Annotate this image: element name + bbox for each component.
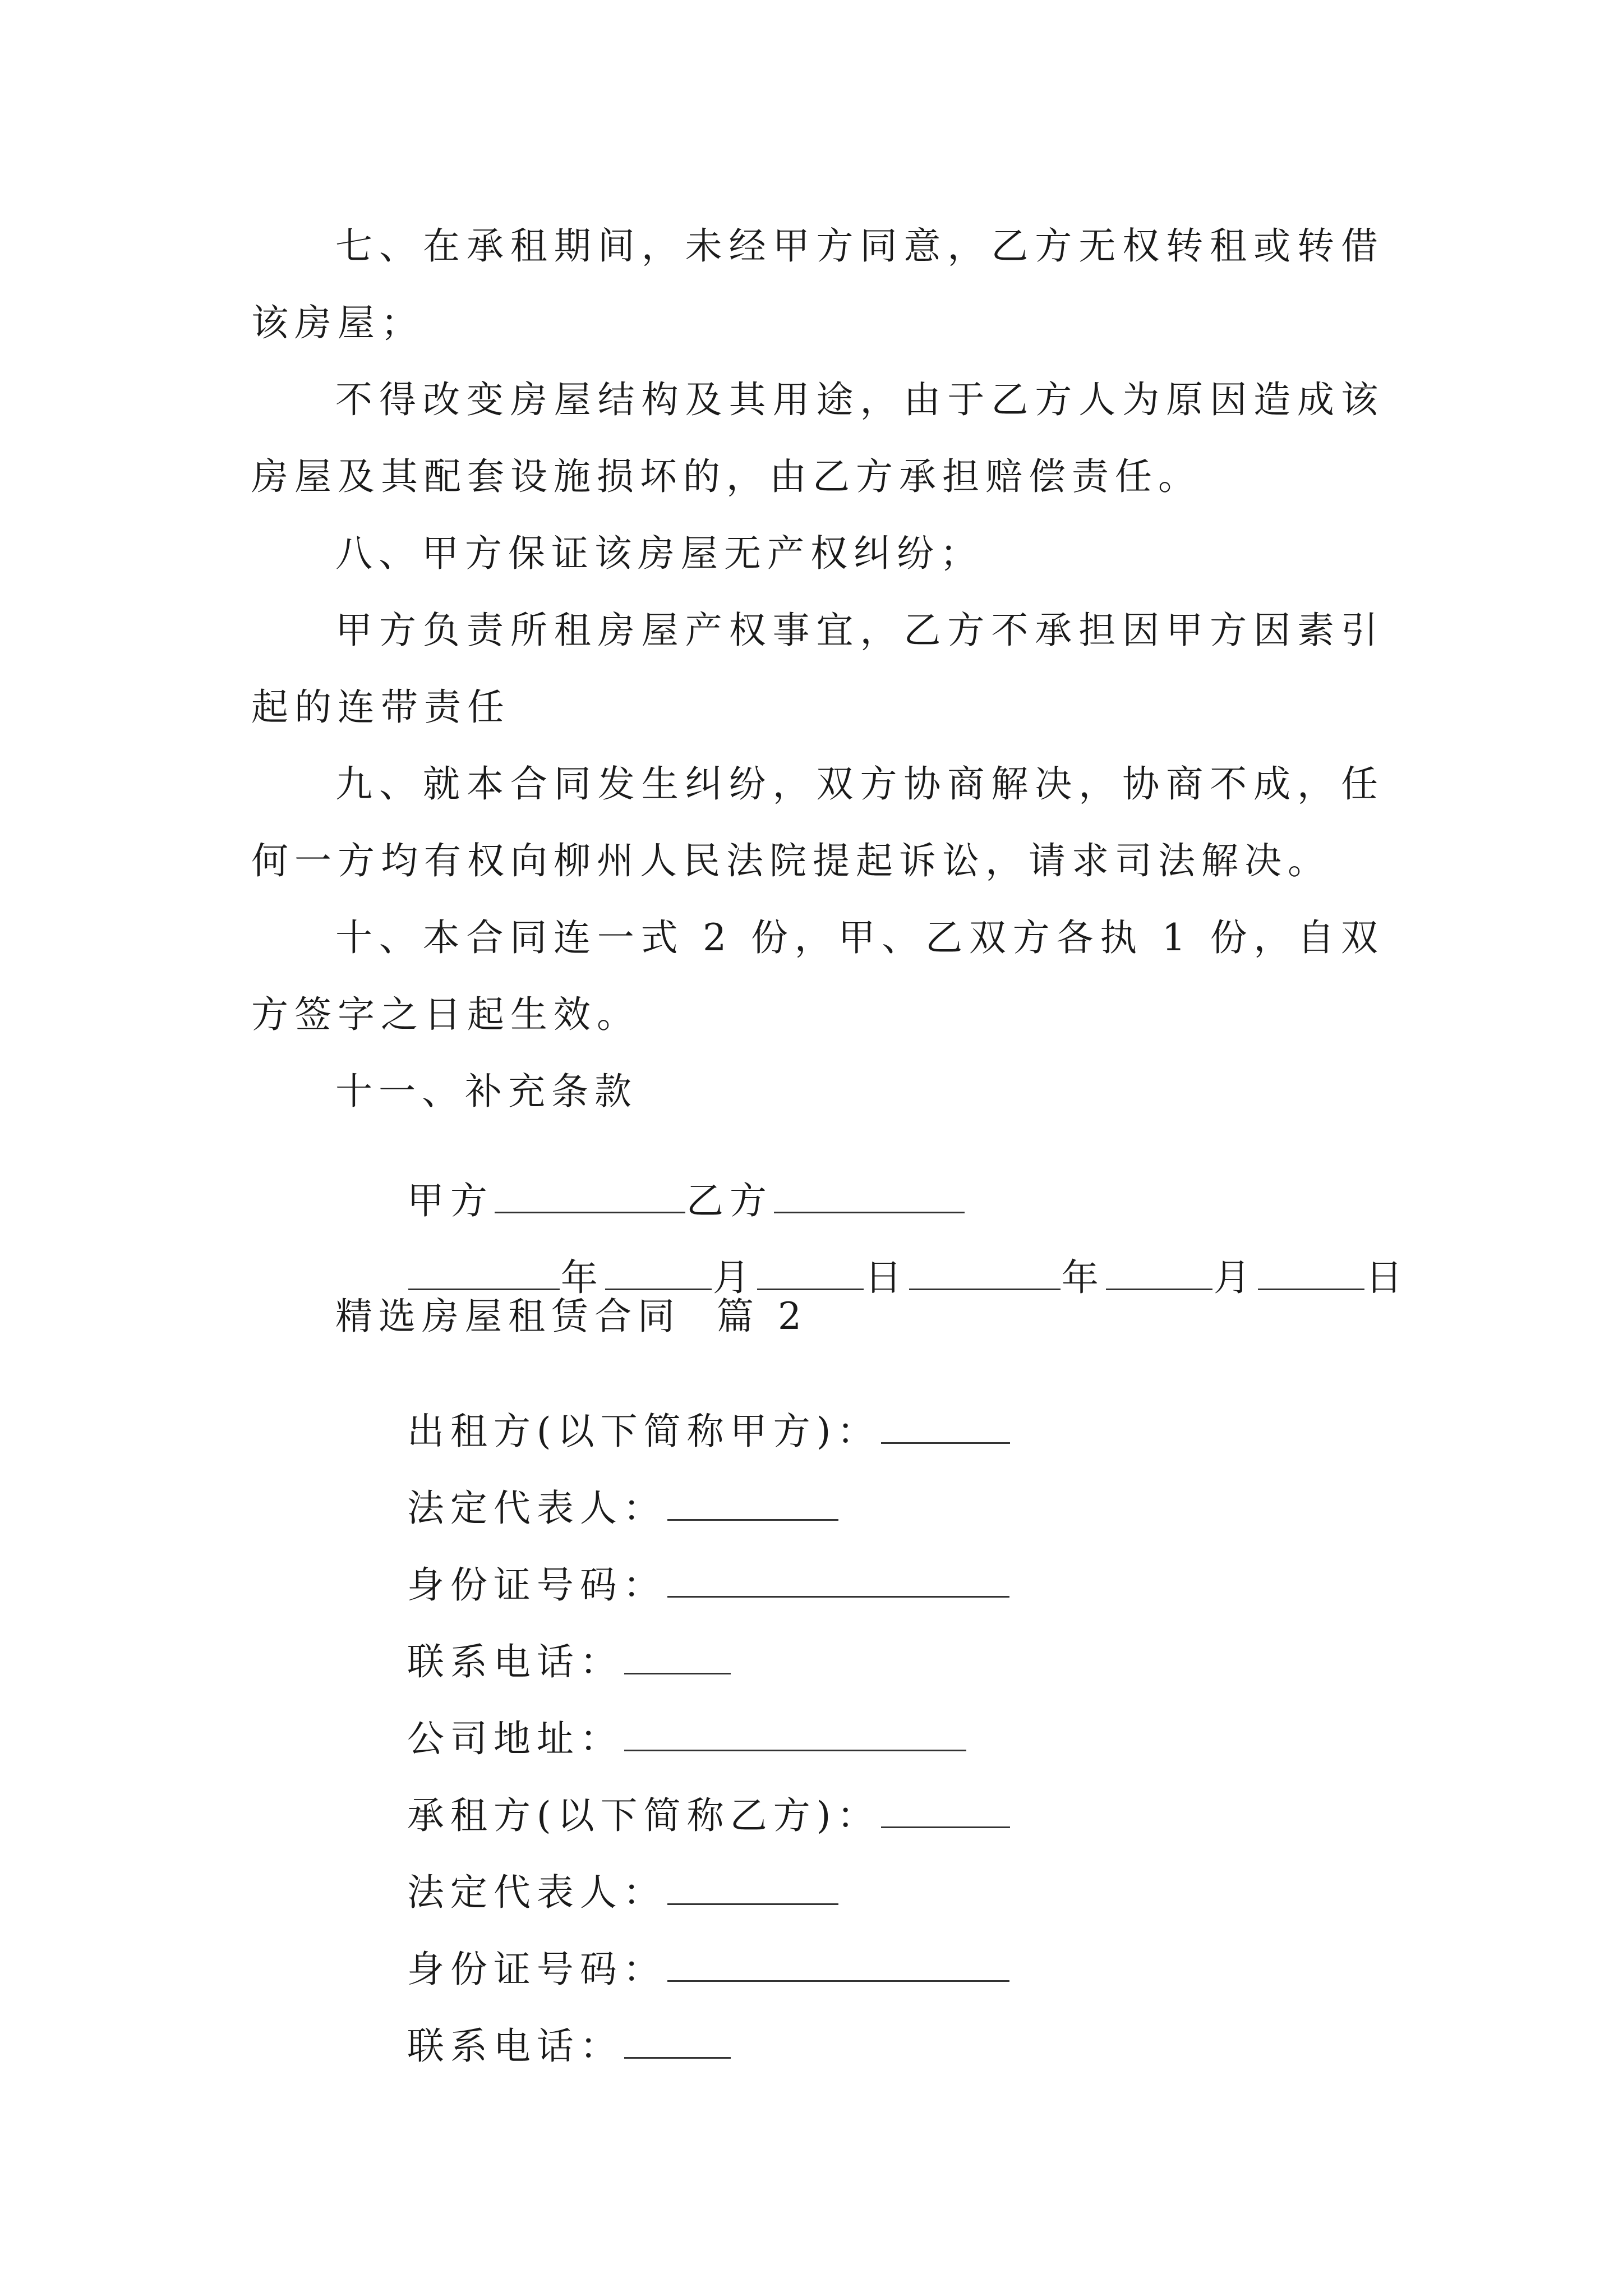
lessee-label: 承租方(以下简称乙方)： bbox=[407, 1794, 880, 1837]
party-a-label: 甲方 bbox=[407, 1179, 494, 1222]
lessee-blank bbox=[881, 1796, 1010, 1828]
section-2-title: 精选房屋租赁合同 篇 2 bbox=[335, 1295, 808, 1338]
lessor-blank bbox=[881, 1412, 1010, 1444]
clause-10: 十、本合同连一式 2 份，甲、乙双方各执 1 份，自双方签字之日起生效。 bbox=[251, 916, 1384, 1036]
clause-11: 十一、补充条款 bbox=[335, 1070, 638, 1113]
month-b-blank bbox=[1106, 1258, 1212, 1290]
lessee-rep-blank bbox=[667, 1873, 838, 1905]
lessee-id-blank bbox=[667, 1950, 1009, 1982]
day-b-label: 日 bbox=[1365, 1256, 1409, 1299]
day-a-blank bbox=[757, 1258, 864, 1290]
lessee-id-label: 身份证号码： bbox=[407, 1948, 666, 1991]
lessor-id-label: 身份证号码： bbox=[407, 1563, 666, 1607]
year-b-label: 年 bbox=[1061, 1256, 1105, 1299]
lessor-label: 出租方(以下简称甲方)： bbox=[407, 1410, 880, 1453]
day-a-label: 日 bbox=[864, 1256, 908, 1299]
clause-8: 八、甲方保证该房屋无产权纠纷； bbox=[335, 532, 983, 575]
party-b-blank bbox=[774, 1181, 965, 1213]
year-b-blank bbox=[909, 1258, 1061, 1290]
lessor-phone-label: 联系电话： bbox=[407, 1640, 623, 1683]
lessee-rep-label: 法定代表人： bbox=[407, 1871, 666, 1914]
clause-7-continued: 不得改变房屋结构及其用途，由于乙方人为原因造成该房屋及其配套设施损坏的，由乙方承担赔偿责任。 bbox=[251, 378, 1384, 498]
lessee-phone-row bbox=[335, 1990, 732, 2102]
month-b-label: 月 bbox=[1213, 1256, 1257, 1299]
lessee-phone-label: 联系电话： bbox=[407, 2024, 623, 2068]
lessee-phone-blank bbox=[624, 2027, 731, 2059]
year-a-label: 年 bbox=[560, 1256, 604, 1299]
month-a-blank bbox=[605, 1258, 712, 1290]
clause-8-continued: 甲方负责所租房屋产权事宜，乙方不承担因甲方因素引起的连带责任 bbox=[251, 609, 1384, 729]
lessor-address-blank bbox=[624, 1719, 966, 1751]
party-a-blank bbox=[495, 1181, 685, 1213]
day-b-blank bbox=[1258, 1258, 1364, 1290]
lessor-rep-blank bbox=[667, 1489, 838, 1521]
lessor-rep-label: 法定代表人： bbox=[407, 1487, 666, 1530]
lessor-address-label: 公司地址： bbox=[407, 1717, 623, 1760]
lessor-phone-blank bbox=[624, 1642, 731, 1674]
year-a-blank bbox=[408, 1258, 560, 1290]
clause-7: 七、在承租期间，未经甲方同意，乙方无权转租或转借该房屋； bbox=[251, 224, 1384, 344]
lessor-id-blank bbox=[667, 1566, 1009, 1598]
clause-9: 九、就本合同发生纠纷，双方协商解决，协商不成，任何一方均有权向柳州人民法院提起诉讼，请求司法解决。 bbox=[251, 762, 1384, 882]
party-b-label: 乙方 bbox=[686, 1179, 773, 1222]
month-a-label: 月 bbox=[712, 1256, 756, 1299]
